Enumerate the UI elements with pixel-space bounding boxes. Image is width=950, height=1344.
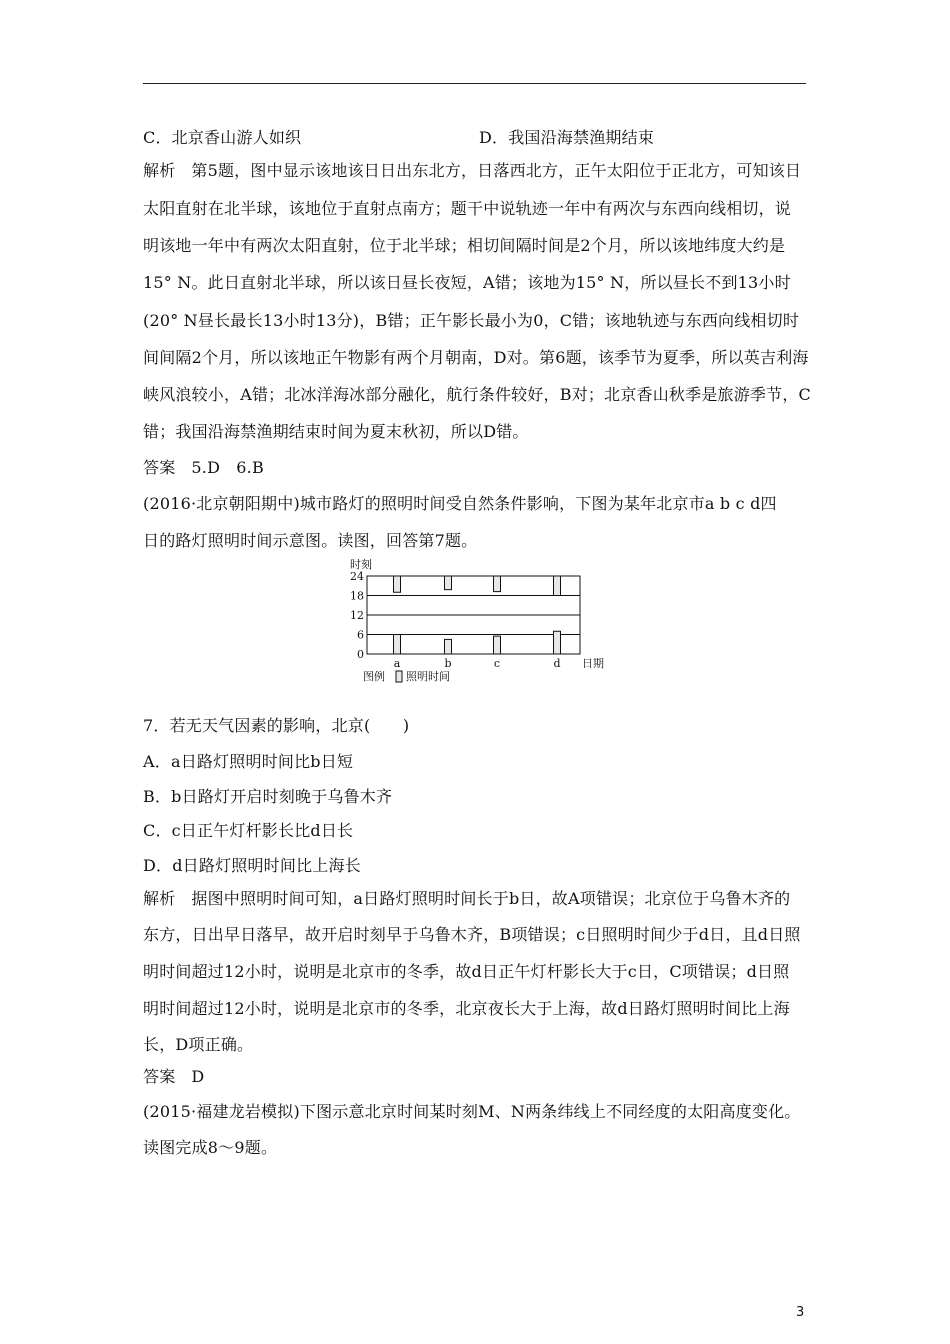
legend-item: 照明时间 xyxy=(406,670,450,683)
analysis2-line-3: 明时间超过12小时，说明是北京市的冬季，北京夜长大于上海，故d日路灯照明时间比上海 xyxy=(143,999,790,1018)
legend-label: 图例 xyxy=(363,670,385,683)
analysis-line-4: (20° N昼长最长13小时13分)，B错；正午影长最小为0，C错；该地轨迹与东西向线相切时 xyxy=(143,311,800,330)
legend-swatch xyxy=(396,671,402,682)
q7-stem: 7．若无天气因素的影响，北京( ) xyxy=(143,716,410,735)
bar-d xyxy=(554,576,561,596)
analysis-line-0: 解析 第5题，图中显示该地该日日出东北方，日落西北方，正午太阳位于正北方，可知该日 xyxy=(143,161,802,180)
intro3-line-0: (2015·福建龙岩模拟)下图示意北京时间某时刻M、N两条纬线上不同经度的太阳高度变化。 xyxy=(143,1102,801,1121)
analysis-label: 解析 xyxy=(143,161,176,180)
analysis-line-1: 太阳直射在北半球，该地位于直射点南方；题干中说轨迹一年中有两次与东西向线相切，说 xyxy=(143,199,792,218)
y-tick-label: 12 xyxy=(350,609,364,622)
analysis-line-2: 明该地一年中有两次太阳直射，位于北半球；相切间隔时间是2个月，所以该地纬度大约是 xyxy=(143,236,786,255)
intro-line-0: (2016·北京朝阳期中)城市路灯的照明时间受自然条件影响，下图为某年北京市a b c d四 xyxy=(143,494,777,513)
q7-option-a: A．a日路灯照明时间比b日短 xyxy=(143,752,354,771)
analysis2-line-4: 长，D项正确。 xyxy=(143,1035,254,1054)
x-tick-label: d xyxy=(553,657,561,670)
answer-label: 答案 xyxy=(143,458,176,477)
analysis2-line-0: 解析 据图中照明时间可知，a日路灯照明时间长于b日，故A项错误；北京位于乌鲁木齐的 xyxy=(143,889,791,908)
bar-b xyxy=(445,576,452,590)
answer2-text: D xyxy=(191,1067,205,1086)
analysis-line-3: 15° N。此日直射北半球，所以该日昼长夜短，A错；该地为15° N，所以昼长不到13小时 xyxy=(143,273,791,292)
lighting-chart xyxy=(348,555,618,690)
bar-b xyxy=(445,639,452,654)
q7-option-c: C．c日正午灯杆影长比d日长 xyxy=(143,821,354,840)
intro-line-1: 日的路灯照明时间示意图。读图，回答第7题。 xyxy=(143,531,478,550)
q7-option-b: B．b日路灯开启时刻晚于乌鲁木齐 xyxy=(143,787,393,806)
x-axis-label: 日期 xyxy=(582,657,604,670)
page-number: 3 xyxy=(796,1305,805,1320)
y-axis-label: 时刻 xyxy=(350,558,372,571)
q7-option-d: D．d日路灯照明时间比上海长 xyxy=(143,856,361,875)
analysis-line-7: 错；我国沿海禁渔期结束时间为夏末秋初，所以D错。 xyxy=(143,422,529,441)
option-c: C．北京香山游人如织 xyxy=(143,128,302,147)
y-tick-label: 0 xyxy=(357,648,364,661)
analysis-line-5: 间间隔2个月，所以该地正午物影有两个月朝南，D对。第6题，该季节为夏季，所以英吉利海 xyxy=(143,348,809,367)
y-tick-label: 24 xyxy=(350,570,364,583)
answer2-line xyxy=(143,1067,204,1087)
x-tick-label: b xyxy=(444,657,452,670)
bar-d xyxy=(554,631,561,654)
analysis-line-6: 峡风浪较小，A错；北冰洋海冰部分融化，航行条件较好，B对；北京香山秋季是旅游季节，C xyxy=(143,385,811,404)
y-tick-label: 18 xyxy=(350,589,364,603)
x-tick-label: c xyxy=(493,657,501,670)
option-d: D．我国沿海禁渔期结束 xyxy=(479,128,655,147)
header-rule xyxy=(143,83,806,84)
analysis2-label: 解析 xyxy=(143,889,176,908)
analysis2-line-2: 明时间超过12小时，说明是北京市的冬季，故d日正午灯杆影长大于c日，C项错误；d日照 xyxy=(143,962,790,981)
analysis2-line-1: 东方，日出早日落早，故开启时刻早于乌鲁木齐，B项错误；c日照明时间少于d日，且d日照 xyxy=(143,925,801,944)
intro3-line-1: 读图完成8～9题。 xyxy=(143,1138,278,1157)
y-tick-label: 6 xyxy=(357,628,364,642)
bar-a xyxy=(394,635,401,655)
bar-c xyxy=(494,636,501,654)
bar-c xyxy=(494,576,501,592)
answer-text: 5.D 6.B xyxy=(191,458,264,477)
bar-a xyxy=(394,576,401,592)
answer2-label: 答案 xyxy=(143,1067,176,1086)
x-tick-label: a xyxy=(393,657,401,670)
answer-line xyxy=(143,458,264,478)
